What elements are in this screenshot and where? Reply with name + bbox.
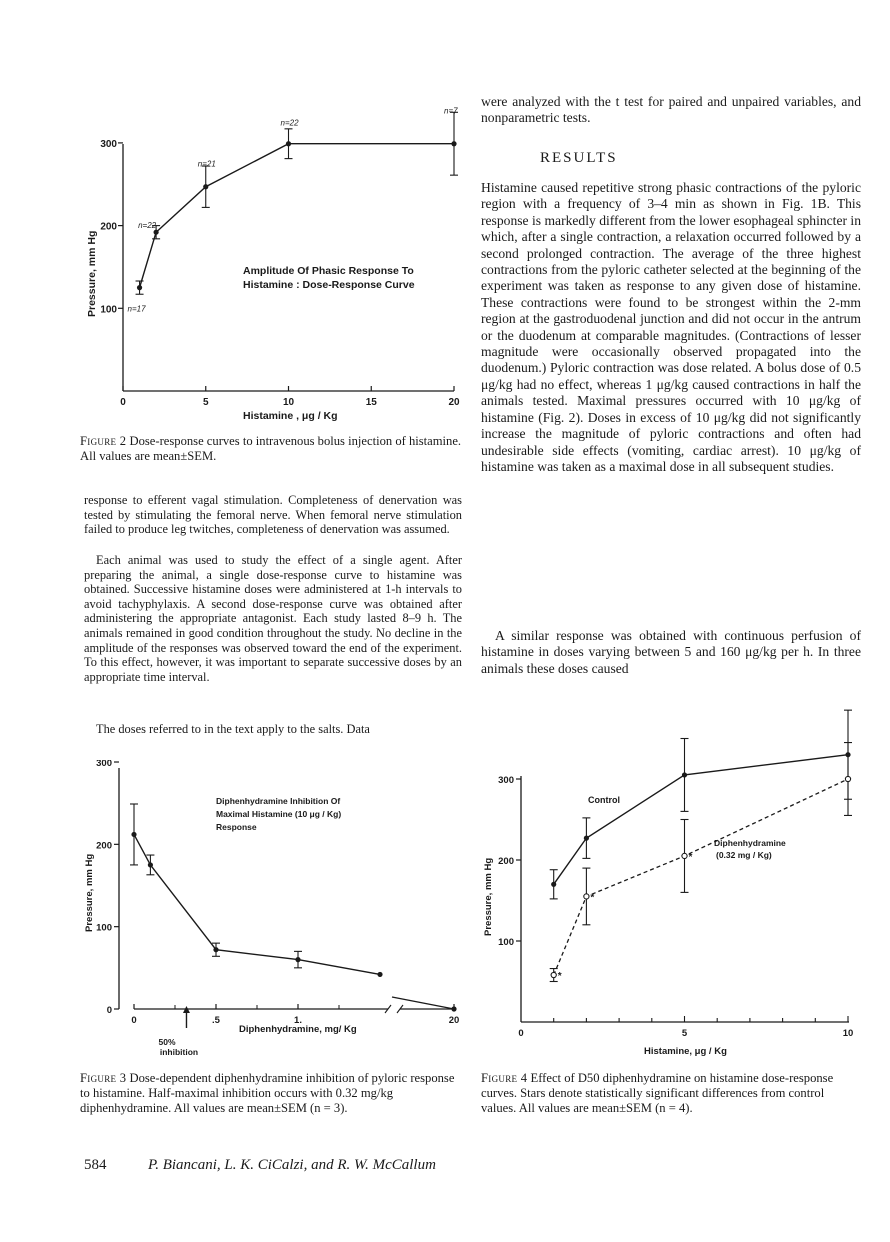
fig3-y-tick-label: 0 xyxy=(106,1005,112,1016)
fig3-data-point xyxy=(451,1006,456,1011)
figure-3-caption xyxy=(80,1071,462,1116)
figure-2-caption xyxy=(80,434,473,464)
fig2-data-point xyxy=(154,230,159,235)
fig2-y-tick-label: 200 xyxy=(100,221,117,233)
figure-2-caption-text: Dose-response curves to intravenous bolus injection of histamine. All values are mean±SEM. xyxy=(80,434,462,463)
left-paragraph-3: The doses referred to in the text apply to the salts. Data xyxy=(96,722,370,736)
fig2-y-tick-label: 100 xyxy=(100,304,117,316)
fig2-x-tick-label: 0 xyxy=(120,397,126,408)
fig3-annotation-line-1: 50% xyxy=(158,1037,176,1047)
fig4-diphen-point xyxy=(584,894,589,899)
running-authors-text: P. Biancani, L. K. CiCalzi, and R. W. McCallum xyxy=(148,1157,436,1173)
fig2-n-label: n=22 xyxy=(280,118,299,128)
fig4-control-point xyxy=(682,772,687,777)
fig3-x-axis-label: Diphenhydramine, mg/ Kg xyxy=(239,1024,357,1035)
figure-3-caption-label: Figure 3 xyxy=(80,1071,127,1085)
fig4-x-tick-label: 5 xyxy=(681,1028,688,1039)
fig3-data-point xyxy=(295,957,300,962)
fig4-diphen-label-line-1: Diphenhydramine xyxy=(714,838,786,848)
fig2-data-point xyxy=(451,141,456,146)
fig4-x-tick-label: 10 xyxy=(842,1028,854,1039)
fig4-y-axis-label: Pressure, mm Hg xyxy=(483,857,494,936)
fig3-legend-line-2: Maximal Histamine (10 μg / Kg) xyxy=(216,809,342,819)
fig2-x-tick-label: 15 xyxy=(365,397,377,408)
fig3-data-point xyxy=(131,832,136,837)
fig2-y-axis-label: Pressure, mm Hg xyxy=(86,230,98,317)
fig2-n-label: n=17 xyxy=(127,304,146,314)
fig3-x-tick-label: 0 xyxy=(131,1015,137,1026)
fig3-x-tick-label: 1. xyxy=(294,1015,302,1026)
figure-4-caption xyxy=(481,1071,861,1116)
fig4-significance-star: * xyxy=(688,851,693,863)
right-paragraph-1: were analyzed with the t test for paired and unpaired variables, and nonparametric tests. xyxy=(481,94,861,126)
fig2-x-tick-label: 5 xyxy=(202,397,209,408)
fig2-y-tick-label: 300 xyxy=(100,138,117,150)
fig3-x-tick-label: 20 xyxy=(448,1015,460,1026)
fig4-y-tick-label: 200 xyxy=(498,856,514,867)
fig2-data-point xyxy=(286,141,291,146)
fig4-y-tick-label: 100 xyxy=(498,937,514,948)
fig4-x-tick-label: 0 xyxy=(518,1028,524,1039)
fig3-annotation-line-2: inhibition xyxy=(159,1047,199,1057)
figure-2-chart xyxy=(78,92,478,422)
fig2-x-tick-label: 10 xyxy=(282,397,295,408)
figure-2-caption-label: Figure 2 xyxy=(80,434,127,448)
figure-3-chart xyxy=(74,760,474,1065)
fig2-data-point xyxy=(203,184,208,189)
fig3-legend-line-1: Diphenhydramine Inhibition Of xyxy=(216,796,341,806)
fig2-n-label: n=22 xyxy=(138,221,157,231)
running-authors xyxy=(148,1157,436,1174)
left-paragraph-1: response to efferent vagal stimulation. Completeness of denervation was tested by stimulating the femoral nerve. When femoral nerve stimulation failed to produce leg twitches, completeness of denervation was assumed. xyxy=(84,493,462,537)
fig2-legend-line-1: Amplitude Of Phasic Response To xyxy=(243,265,414,277)
fig2-data-point xyxy=(137,285,142,290)
fig4-control-line xyxy=(554,755,848,885)
fig3-data-point xyxy=(148,862,153,867)
left-paragraph-2: Each animal was used to study the effect of a single agent. After preparing the animal, a single dose-response curve to histamine was obtained. Successive histamine doses were administered at 1-h intervals to avoid tachyphylaxis. A second dose-response curve was obtained after administering the appropriate antagonist. Each study lasted 8–9 h. The animals remained in good condition throughout the study. No decline in the amplitude of the responses was observed toward the end of the experiment. To this effect, however, it was important to separate successive doses by an appropriate time interval. xyxy=(84,553,462,684)
fig4-y-tick-label: 300 xyxy=(498,775,514,786)
fig3-legend-line-3: Response xyxy=(216,822,257,832)
fig3-series-line xyxy=(134,834,380,974)
results-heading: RESULTS xyxy=(540,150,618,166)
figure-4-caption-label: Figure 4 xyxy=(481,1071,528,1085)
fig3-data-point xyxy=(377,972,382,977)
fig3-y-tick-label: 200 xyxy=(96,840,112,852)
fig4-significance-star: * xyxy=(590,892,595,904)
fig2-n-label: n=7 xyxy=(444,106,458,116)
fig2-legend-line-2: Histamine : Dose-Response Curve xyxy=(243,279,415,291)
fig4-x-axis-label: Histamine, μg / Kg xyxy=(644,1046,727,1057)
fig4-diphen-point xyxy=(551,972,556,977)
figure-3-caption-text: Dose-dependent diphenhydramine inhibition of pyloric response to histamine. Half-maximal inhibition occurs with 0.32 mg/kg diphenhydramine. All values are mean±SEM (n = 3). xyxy=(80,1071,455,1115)
fig2-n-label: n=21 xyxy=(197,159,216,169)
fig4-diphen-point xyxy=(682,853,687,858)
right-paragraph-3: A similar response was obtained with continuous perfusion of histamine in doses varying between 5 and 160 μg/kg per h. In three animals these doses caused xyxy=(481,628,861,676)
right-paragraph-2: Histamine caused repetitive strong phasic contractions of the pyloric region with a frequency of 3–4 min as shown in Fig. 1B. This response is markedly different from the lower esophageal sphincter in which, after a single contraction, a relaxation occurred followed by a second prolonged contraction. The average of the three highest contractions from the pyloric catheter selected at the beginning of the experiment was taken as response to any given dose of histamine. These contractions were found to be strongest within the 2-mm region at the gastroduodenal junction and did not occur in the antrum or the duodenum at comparable magnitudes. (Contractions of lesser magnitude were occasionally observed propagated into the duodenum.) Pyloric contraction was dose related. A bolus dose of 0.5 μg/kg had no effect, whereas 1 μg/kg caused contractions in half the animals tested. Maximal pressures occurred with 10 μg/kg of histamine (Fig. 2). Doses in excess of 10 μg/kg did not significantly increase the magnitude of pyloric contractions and often had undesirable side effects (vomiting, cardiac arrest). 10 μg/kg of histamine was taken as a maximal dose in all subsequent studies. xyxy=(481,180,861,474)
fig3-x-tick-label: .5 xyxy=(212,1015,220,1026)
fig2-x-axis-label: Histamine , μg / Kg xyxy=(243,410,338,422)
fig4-control-point xyxy=(584,836,589,841)
fig3-data-point xyxy=(213,947,218,952)
fig4-diphen-line xyxy=(554,779,848,975)
fig4-diphen-label-line-2: (0.32 mg / Kg) xyxy=(716,850,772,860)
figure-4-caption-text: Effect of D50 diphenhydramine on histamine dose-response curves. Stars denote statistically significant differences from control values. All values are mean±SEM (n = 4). xyxy=(481,1071,834,1115)
fig4-significance-star: * xyxy=(557,971,562,983)
fig3-y-axis-label: Pressure, mm Hg xyxy=(84,853,95,932)
fig2-x-tick-label: 20 xyxy=(448,397,460,408)
fig3-y-tick-label: 300 xyxy=(96,760,112,770)
fig4-control-label: Control xyxy=(588,795,620,805)
figure-4-chart xyxy=(476,686,876,1061)
page-number: 584 xyxy=(84,1157,107,1173)
fig4-diphen-point xyxy=(845,776,850,781)
fig3-y-tick-label: 100 xyxy=(96,922,112,934)
fig4-control-point xyxy=(551,882,556,887)
